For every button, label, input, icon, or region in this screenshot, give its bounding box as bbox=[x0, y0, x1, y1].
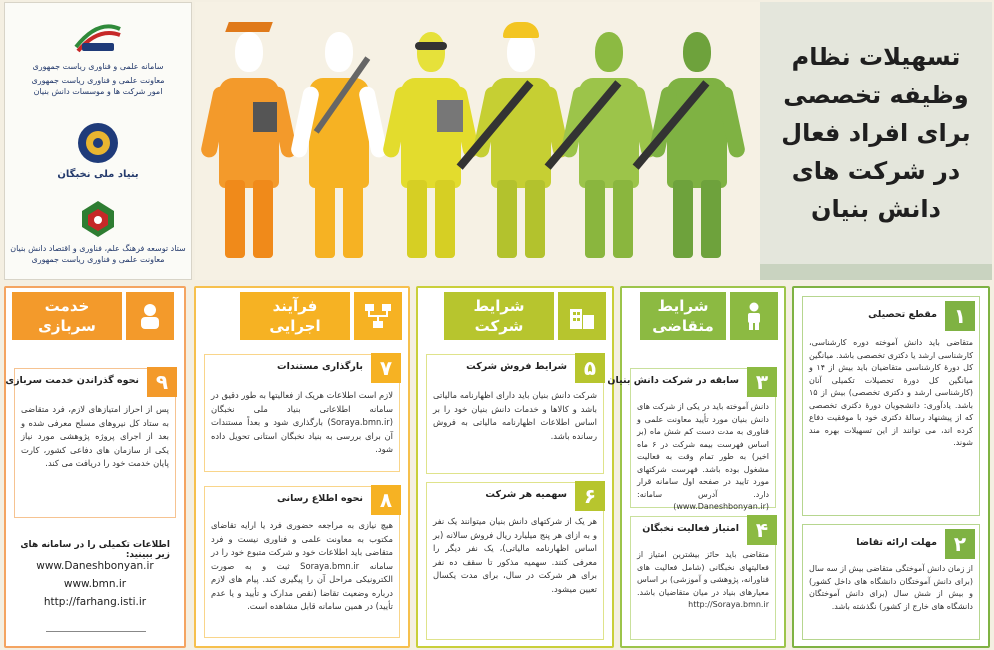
logo-caption-bottom-2: معاونت علمی و فناوری ریاست جمهوری bbox=[31, 255, 165, 264]
column-title: شرایط شرکت bbox=[444, 292, 554, 340]
graduate-figure bbox=[213, 20, 285, 270]
card-title: مقطع تحصیلی bbox=[868, 309, 937, 320]
column-header bbox=[6, 288, 184, 344]
card-number: ۵ bbox=[575, 353, 605, 383]
soldier-icon bbox=[126, 292, 174, 340]
card-number: ۹ bbox=[147, 367, 177, 397]
card-number: ۷ bbox=[371, 353, 401, 383]
links-title: اطلاعات تکمیلی را در سامانه های زیر ببینید: bbox=[20, 540, 170, 560]
link-bmn[interactable]: www.bmn.ir bbox=[63, 578, 127, 590]
card-body: شرکت دانش بنیان باید دارای اظهارنامه مالیاتی باشد و کالاها و خدمات دانش بنیان خود را بر اساس اطلاعات اظهارنامه مالیاتی به فروش رسانده باشد. bbox=[433, 390, 597, 441]
card-4 bbox=[630, 516, 776, 640]
logo-caption-bottom-1: ستاد توسعه فرهنگ علم، فناوری و اقتصاد دانش بنیان bbox=[10, 244, 186, 253]
soldier-figure-2 bbox=[661, 20, 733, 270]
figure-head bbox=[235, 32, 263, 72]
figure-head bbox=[325, 32, 353, 72]
card-body: لازم است اطلاعات هریک از فعالیتها به طور دقیق در سامانه اطلاعاتی بنیاد ملی نخبگان (Soraya.bmn.ir) بارگذاری شود و بعداً مستندات آن برای بررسی به بنیاد نخبگان استانی تحویل داده شود. bbox=[211, 390, 393, 454]
card-number: ۴ bbox=[747, 515, 777, 545]
column-title: شرایط متقاضی bbox=[640, 292, 726, 340]
column-applicant-conditions bbox=[607, 286, 786, 648]
logo-caption-mid-2: امور شرکت ها و موسسات دانش بنیان bbox=[33, 87, 163, 96]
logo-caption-top: سامانه علمی و فناوری ریاست جمهوری bbox=[32, 62, 164, 71]
logo-card bbox=[4, 2, 192, 280]
staff-emblem-icon bbox=[78, 199, 118, 239]
building-icon bbox=[558, 292, 606, 340]
card-body: هر یک از شرکتهای دانش بنیان میتوانند یک نفر و به ازای هر پنج میلیارد ریال فروش سالانه (بر اساس اظهارنامه مالیاتی)، یک نفر دیگر را معرفی کنند. سهمیه مذکور تا سقف ده نفر برای هر شرکت در سال، برای مدت یکسال تعیین میشود. bbox=[433, 516, 597, 594]
bonyad-caption: بنیاد ملی نخبگان bbox=[57, 169, 139, 180]
card-number: ۳ bbox=[747, 367, 777, 397]
card-1 bbox=[802, 296, 980, 516]
card-body: دانش آموخته باید در یکی از شرکت های دانش بنیان مورد تأیید معاونت علمی و فناوری به مدت دست کم شش ماه (بر اساس فهرست بیمه شرکت در ۶ ماه اخیر) به طور تمام وقت به فعالیت مشغول بوده باشد. فهرست شرکتهای مورد تایید در صفحه اول سامانه قرار دارد. آدرس سامانه: (www.Daneshbonyan.ir) bbox=[637, 402, 769, 511]
column-company-conditions bbox=[416, 286, 614, 648]
logo-caption-mid-1: معاونت علمی و فناوری ریاست جمهوری bbox=[31, 76, 165, 85]
vice-presidency-logo bbox=[5, 17, 191, 72]
column-title: خدمت سربازی bbox=[12, 292, 122, 340]
card-number: ۸ bbox=[371, 485, 401, 515]
book-icon bbox=[253, 102, 277, 132]
figure-head bbox=[417, 32, 445, 72]
title-block bbox=[760, 2, 992, 280]
signature bbox=[46, 620, 146, 632]
flag-emblem-icon bbox=[68, 17, 128, 57]
bonyad-logo bbox=[5, 121, 191, 180]
column-header bbox=[622, 288, 784, 344]
page-title: تسهیلات نظام وظیفه تخصصی برای افراد فعال در شرکت های دانش بنیان bbox=[781, 43, 971, 223]
card-title: شرایط فروش شرکت bbox=[466, 361, 567, 372]
engineer-figure bbox=[303, 20, 375, 270]
scientist-figure bbox=[395, 20, 467, 270]
card-9 bbox=[5, 368, 176, 518]
bonyad-emblem-icon bbox=[76, 121, 120, 165]
person-icon bbox=[730, 292, 778, 340]
column-process bbox=[194, 286, 410, 648]
column-header bbox=[196, 288, 408, 344]
card-title: سابقه در شرکت دانش بنیان bbox=[607, 375, 739, 386]
worker-figure bbox=[485, 20, 557, 270]
figures-banner bbox=[195, 2, 760, 280]
card-body: هیچ نیازی به مراجعه حضوری فرد یا ارایه تقاضای مکتوب به معاونت علمی و فناوری نیست و فرد متقاضی باید اطلاعات خود و شرکت متبوع خود را در سامانه Soraya.bmn.ir ثبت و به صورت الکترونیکی مراحل آن را پیگیری کند. پیام های لازم درباره وضعیت تقاضا (نقص مدارک و تأیید و یا عدم تأیید) در همین سامانه قابل مشاهده است. bbox=[211, 520, 394, 611]
link-daneshbonyan[interactable]: www.Daneshbonyan.ir bbox=[36, 560, 154, 572]
card-title: سهمیه هر شرکت bbox=[485, 489, 567, 500]
card-title: نحوه گذراندن خدمت سربازی bbox=[5, 375, 139, 386]
card-7 bbox=[204, 354, 400, 472]
card-6 bbox=[426, 482, 604, 640]
link-farhang[interactable]: http://farhang.isti.ir bbox=[43, 596, 147, 608]
card-title: بارگذاری مستندات bbox=[277, 361, 363, 372]
flowchart-icon bbox=[354, 292, 402, 340]
clipboard-icon bbox=[437, 100, 463, 132]
card-number: ۲ bbox=[945, 529, 975, 559]
figure-head bbox=[595, 32, 623, 72]
figure-head bbox=[507, 32, 535, 72]
card-5 bbox=[426, 354, 604, 474]
column-military-service bbox=[4, 286, 186, 648]
column-title: فرآیند اجرایی bbox=[240, 292, 350, 340]
card-body: متقاضی باید دانش آموخته دوره کارشناسی، کارشناسی ارشد یا دکتری تخصصی باشد. میانگین کل دورۀ کارشناسی متقاضیان باید بیش از ۱۴ و میانگین کل دورۀ تحصیلات تکمیلی آنان (کارشناسی ارشد و دکتری تخصصی) بیش از ۱۵ باشد. یادآوری: دانشجویان دورۀ دکتری تخصصی که از پیشنهاد رسالۀ دکتری خود با موفقیت دفاع کرده اند، می توانند از این تسهیلات بهره مند شوند. bbox=[809, 338, 973, 447]
card-number: ۱ bbox=[945, 301, 975, 331]
card-number: ۶ bbox=[575, 481, 605, 511]
card-title: امتیاز فعالیت نخبگان bbox=[642, 523, 739, 534]
card-2 bbox=[802, 524, 980, 640]
column-header bbox=[418, 288, 612, 344]
figure-head bbox=[683, 32, 711, 72]
staff-logo bbox=[5, 199, 191, 265]
card-body: پس از احراز امتیازهای لازم، فرد متقاضی به ستاد کل نیروهای مسلح معرفی شده و بعد از اجرای پروژه پژوهشی مورد نیاز یکی از سازمان های دفاعی کشور، کارت پایان خدمت خود را دریافت می کند. bbox=[21, 404, 169, 468]
soldier-figure-1 bbox=[573, 20, 645, 270]
card-title: نحوه اطلاع رسانی bbox=[276, 493, 363, 504]
card-body: از زمان دانش آموختگی متقاضی بیش از سه سال (برای دانش آموختگان دانشگاه های داخل کشور) و بیش از شش سال (برای دانش آموختگان دانشگاه های خارج از کشور) نگذشته باشد. bbox=[809, 564, 973, 611]
card-8 bbox=[204, 486, 400, 638]
card-title: مهلت ارائه تقاضا bbox=[856, 537, 937, 548]
card-3 bbox=[607, 368, 776, 511]
card-body: متقاضی باید حائز بیشترین امتیاز از فعالیتهای نخبگانی (شامل فعالیت های فناورانه، پژوهشی و آموزشی) بر اساس معیارهای بنیاد در میان متقاضیان باشد. http://Soraya.bmn.ir bbox=[637, 550, 769, 609]
column-general-conditions bbox=[792, 286, 990, 648]
